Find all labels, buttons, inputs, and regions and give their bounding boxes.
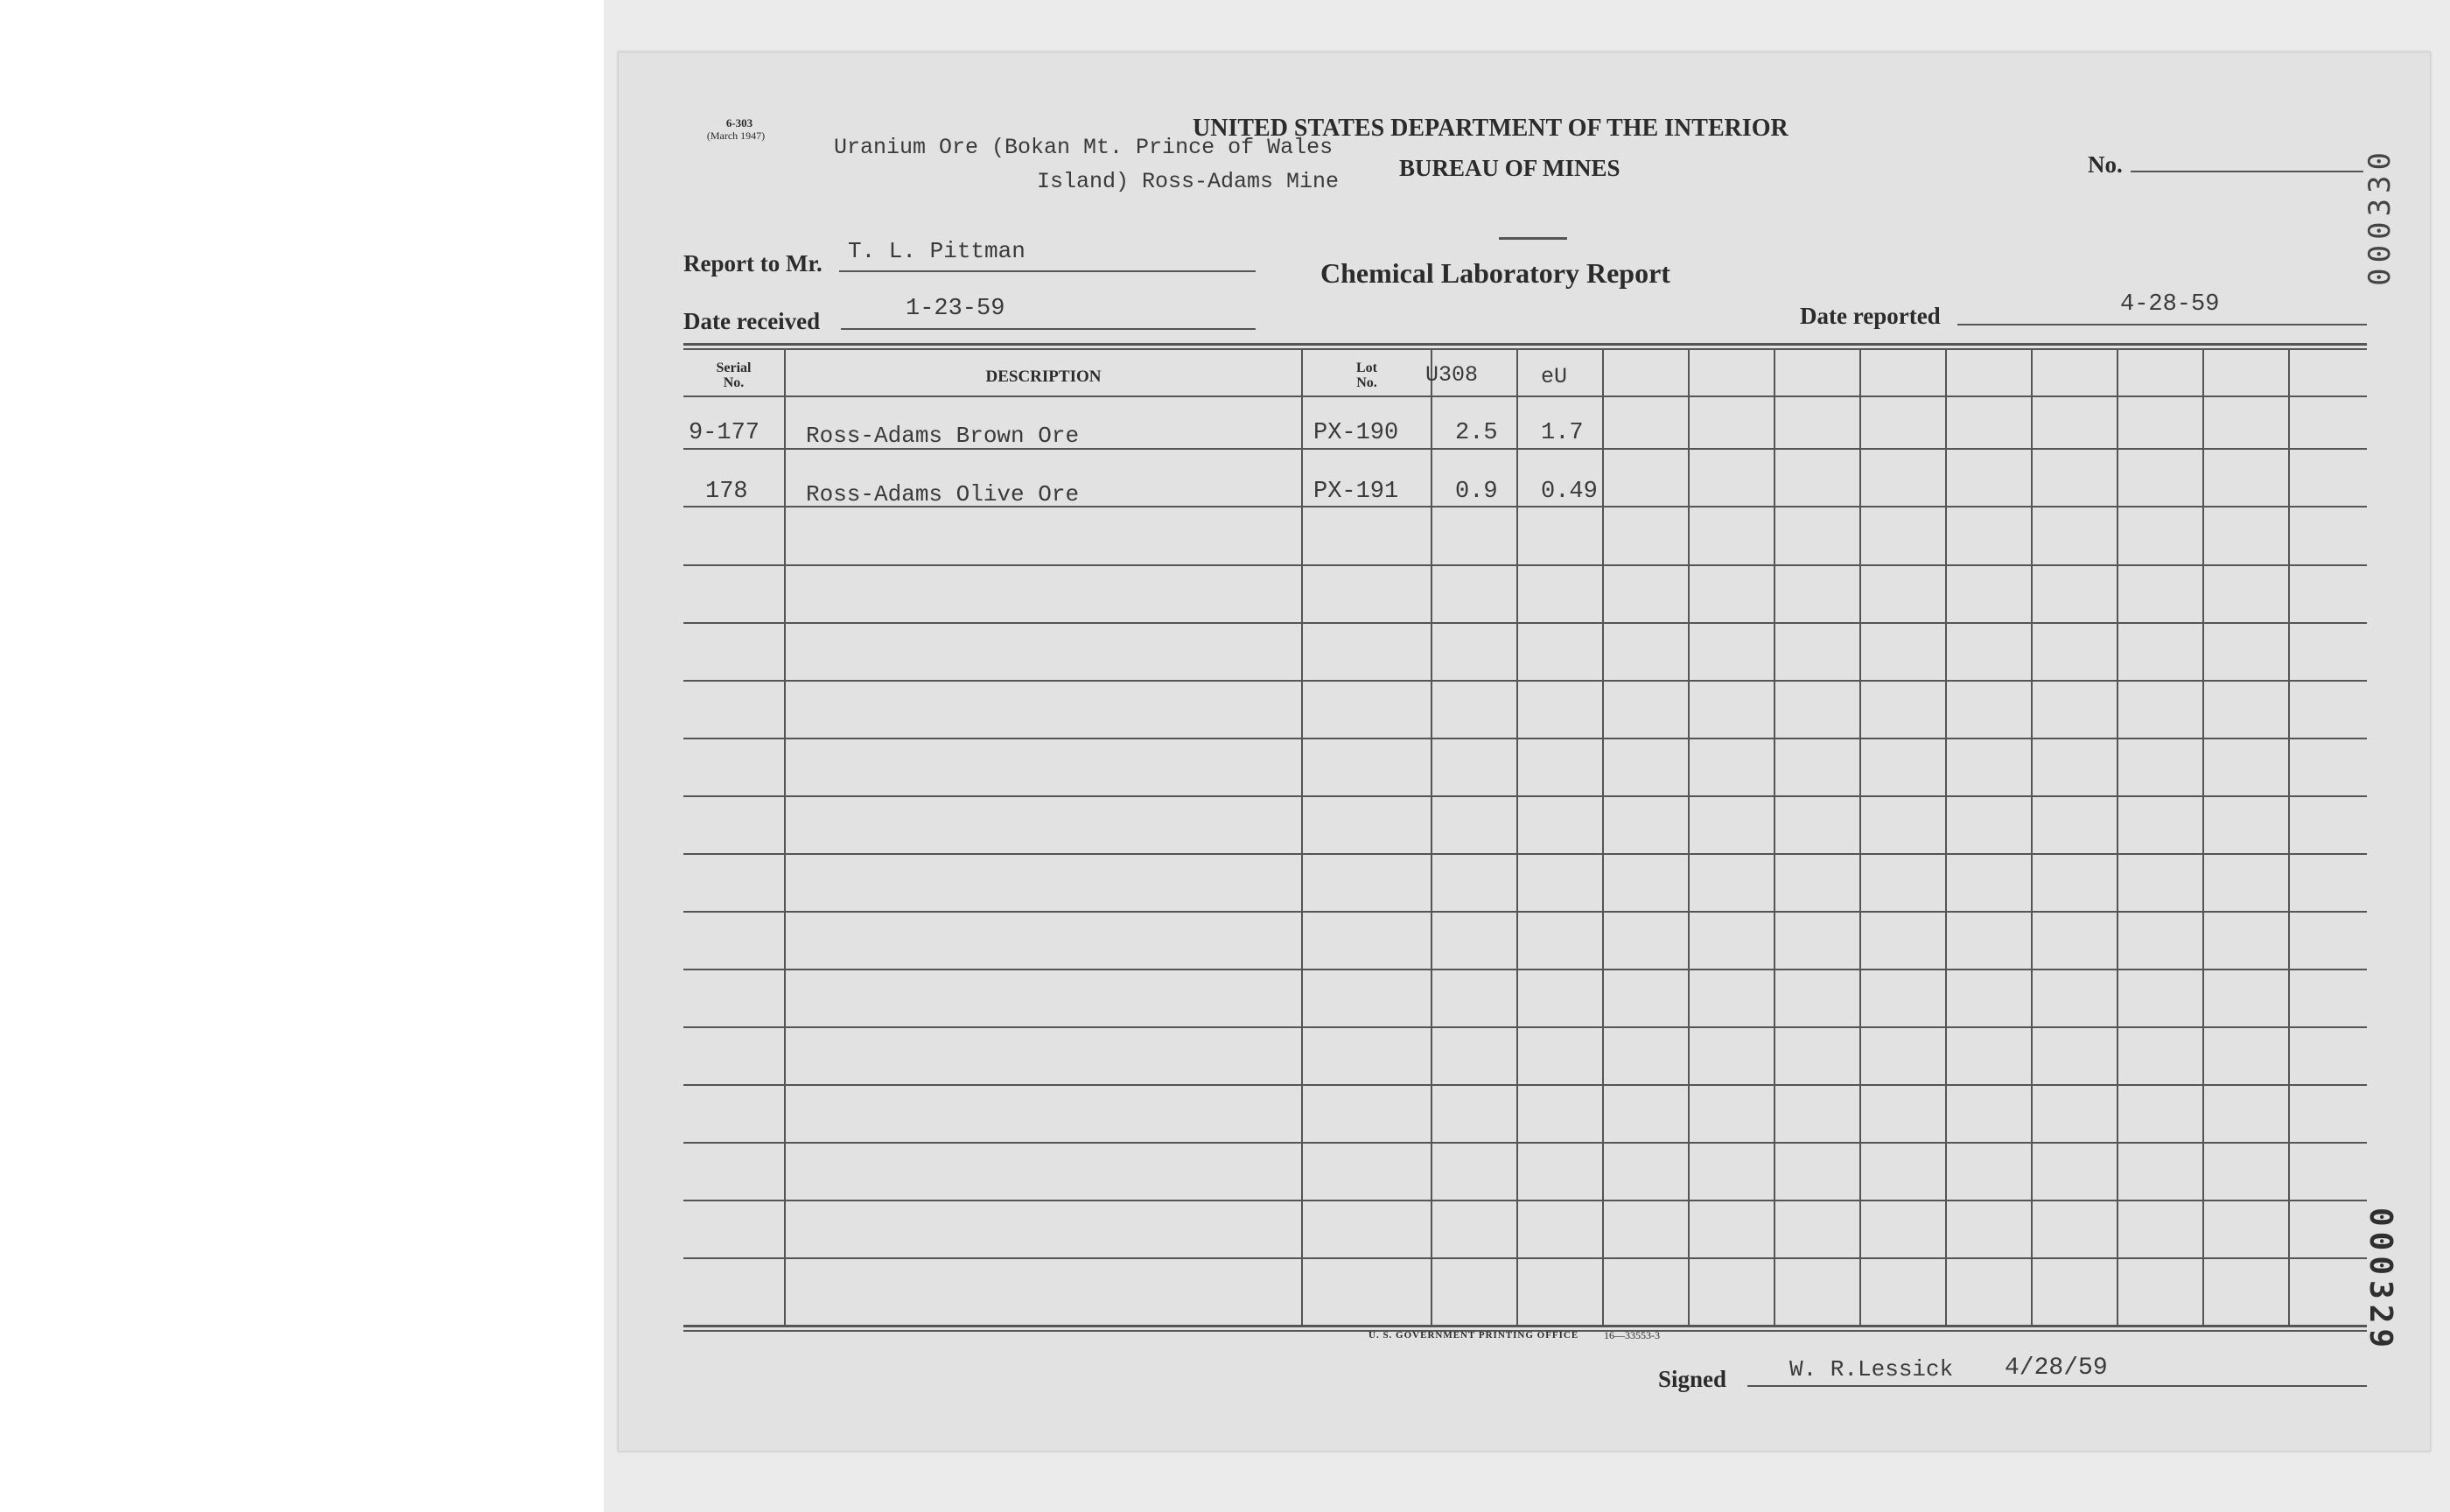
signature-date: 4/28/59: [2005, 1354, 2108, 1382]
margin-stamp-top: 000330: [2362, 147, 2398, 286]
header-u3o8: U308: [1425, 362, 1479, 388]
header-serial-line2: No.: [723, 375, 745, 390]
row-1-description: Ross-Adams Brown Ore: [806, 423, 1080, 449]
report-to-label: Report to Mr.: [683, 250, 822, 276]
row-line-14: [683, 1200, 2367, 1201]
row-2-lot: PX-191: [1313, 479, 1399, 505]
report-number-label: No.: [2088, 151, 2123, 178]
date-received-label: Date received: [683, 308, 821, 334]
row-1-u3o8: 2.5: [1455, 420, 1498, 446]
header-lot-line2: No.: [1356, 375, 1377, 390]
col-line-9: [1945, 350, 1947, 1325]
date-reported-line: [1957, 324, 2367, 326]
row-line-13: [683, 1142, 2367, 1144]
row-line-15: [683, 1257, 2367, 1259]
row-1-serial: 9-177: [689, 420, 760, 446]
report-title: Chemical Laboratory Report: [1320, 257, 1670, 289]
row-2-serial: 178: [705, 479, 748, 505]
date-received-line: [841, 328, 1256, 330]
col-line-12: [2202, 350, 2204, 1325]
row-2-u3o8: 0.9: [1455, 479, 1498, 505]
row-line-10: [683, 969, 2367, 970]
col-line-serial: [784, 350, 786, 1325]
subject-line-2: Island) Ross-Adams Mine: [1037, 169, 1340, 194]
row-1-lot: PX-190: [1313, 420, 1399, 446]
row-2-eu: 0.49: [1541, 479, 1598, 505]
signer-name: W. R.Lessick: [1789, 1356, 1954, 1382]
report-number-line: [2131, 171, 2363, 172]
table-top-rule-2: [683, 348, 2367, 350]
row-line-12: [683, 1084, 2367, 1086]
row-line-9: [683, 911, 2367, 913]
col-line-13: [2288, 350, 2290, 1325]
row-line-3: [683, 564, 2367, 566]
row-line-5: [683, 680, 2367, 682]
row-2-description: Ross-Adams Olive Ore: [806, 481, 1080, 508]
col-line-8: [1859, 350, 1861, 1325]
col-line-eu: [1602, 350, 1604, 1325]
title-rule: [1499, 237, 1567, 240]
signature-line: [1747, 1385, 2367, 1387]
row-line-4: [683, 622, 2367, 624]
row-line-6: [683, 738, 2367, 739]
form-number: 6-303: [725, 116, 753, 130]
margin-stamp-bottom: 000329: [2362, 1208, 2398, 1354]
header-eu: eU: [1541, 364, 1568, 389]
header-lot: [1303, 360, 1431, 390]
date-received-value: 1-23-59: [906, 296, 1005, 322]
col-line-11: [2117, 350, 2118, 1325]
row-line-8: [683, 853, 2367, 855]
row-line-11: [683, 1026, 2367, 1028]
col-line-u3o8: [1516, 350, 1518, 1325]
col-line-7: [1774, 350, 1775, 1325]
date-reported-value: 4-28-59: [2120, 291, 2220, 318]
printer-note: U. S. GOVERNMENT PRINTING OFFICE: [1368, 1330, 1579, 1340]
date-reported-label: Date reported: [1800, 303, 1941, 329]
report-to-line: [839, 270, 1256, 272]
header-lot-line1: Lot: [1356, 360, 1377, 375]
header-bottom-line: [683, 396, 2367, 397]
lab-report-sheet: [618, 52, 2431, 1452]
department-title: UNITED STATES DEPARTMENT OF THE INTERIOR: [1193, 115, 1788, 142]
col-line-description: [1301, 350, 1303, 1325]
signed-label: Signed: [1658, 1366, 1727, 1392]
printer-code: 16—33553-3: [1604, 1329, 1660, 1341]
subject-line-1: Uranium Ore (Bokan Mt. Prince of Wales: [834, 135, 1334, 160]
table-top-rule: [683, 343, 2367, 346]
form-edition: (March 1947): [706, 130, 766, 142]
report-to-value: T. L. Pittman: [848, 238, 1026, 264]
header-description: DESCRIPTION: [985, 368, 1102, 386]
col-line-6: [1688, 350, 1690, 1325]
header-serial-line1: Serial: [716, 360, 752, 375]
col-line-lot: [1431, 350, 1432, 1325]
row-line-7: [683, 795, 2367, 797]
table-bottom-rule: [683, 1325, 2367, 1327]
row-1-eu: 1.7: [1541, 420, 1584, 446]
bureau-title: BUREAU OF MINES: [1399, 155, 1620, 181]
col-line-10: [2031, 350, 2033, 1325]
header-serial: [683, 360, 784, 390]
